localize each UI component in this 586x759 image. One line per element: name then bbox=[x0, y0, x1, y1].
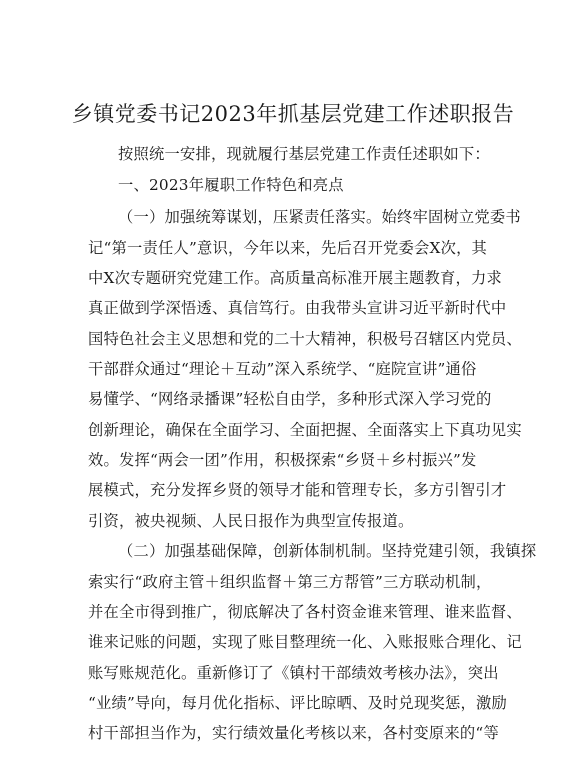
paragraph-line: 中X次专题研究党建工作。高质量高标准开展主题教育，力求 bbox=[88, 269, 503, 287]
paragraph-line: 易懂学、“网络录播课”轻松自由学，多种形式深入学习党的 bbox=[88, 390, 492, 408]
paragraph-line: 村干部担当作为，实行绩效量化考核以来，各村变原来的“等 bbox=[88, 724, 499, 742]
paragraph-line: 账写账规范化。重新修订了《镇村干部绩效考核办法》，突出 bbox=[88, 664, 499, 682]
paragraph-line: 引资，被央视频、人民日报作为典型宣传报道。 bbox=[88, 512, 414, 530]
intro-line: 按照统一安排，现就履行基层党建工作责任述职如下： bbox=[118, 145, 490, 163]
section-heading: 一、2023年履职工作特色和亮点 bbox=[118, 176, 344, 194]
document-title: 乡镇党委书记2023年抓基层党建工作述职报告 bbox=[71, 102, 515, 126]
paragraph-line: 国特色社会主义思想和党的二十大精神，积极号召辖区内党员、 bbox=[88, 330, 522, 348]
paragraph-line: （二）加强基础保障，创新体制机制。坚持党建引领，我镇探 bbox=[118, 542, 537, 560]
paragraph-line: 记“第一责任人”意识，今年以来，先后召开党委会X次，其 bbox=[88, 239, 488, 257]
paragraph-line: “业绩”导向，每月优化指标、评比晾晒、及时兑现奖惩，激励 bbox=[88, 694, 507, 712]
paragraph-line: 展模式，充分发挥乡贤的领导才能和管理专长，多方引智引才 bbox=[88, 481, 507, 499]
paragraph-line: 并在全市得到推广，彻底解决了各村资金谁来管理、谁来监督、 bbox=[88, 603, 522, 621]
paragraph-line: 真正做到学深悟透、真信笃行。由我带头宣讲习近平新时代中 bbox=[88, 299, 507, 317]
paragraph-line: 创新理论，确保在全面学习、全面把握、全面落实上下真功见实 bbox=[88, 421, 522, 439]
paragraph-line: 效。发挥“两会一团”作用，积极探索“乡贤＋乡村振兴”发 bbox=[88, 451, 477, 469]
paragraph-line: 谁来记账的问题，实现了账目整理统一化、入账报账合理化、记 bbox=[88, 633, 522, 651]
paragraph-line: 干部群众通过“理论＋互动”深入系统学、“庭院宣讲”通俗 bbox=[88, 360, 477, 378]
paragraph-line: 索实行“政府主管＋组织监督＋第三方帮管”三方联动机制， bbox=[88, 573, 492, 591]
paragraph-line: （一）加强统筹谋划，压紧责任落实。始终牢固树立党委书 bbox=[118, 208, 521, 226]
